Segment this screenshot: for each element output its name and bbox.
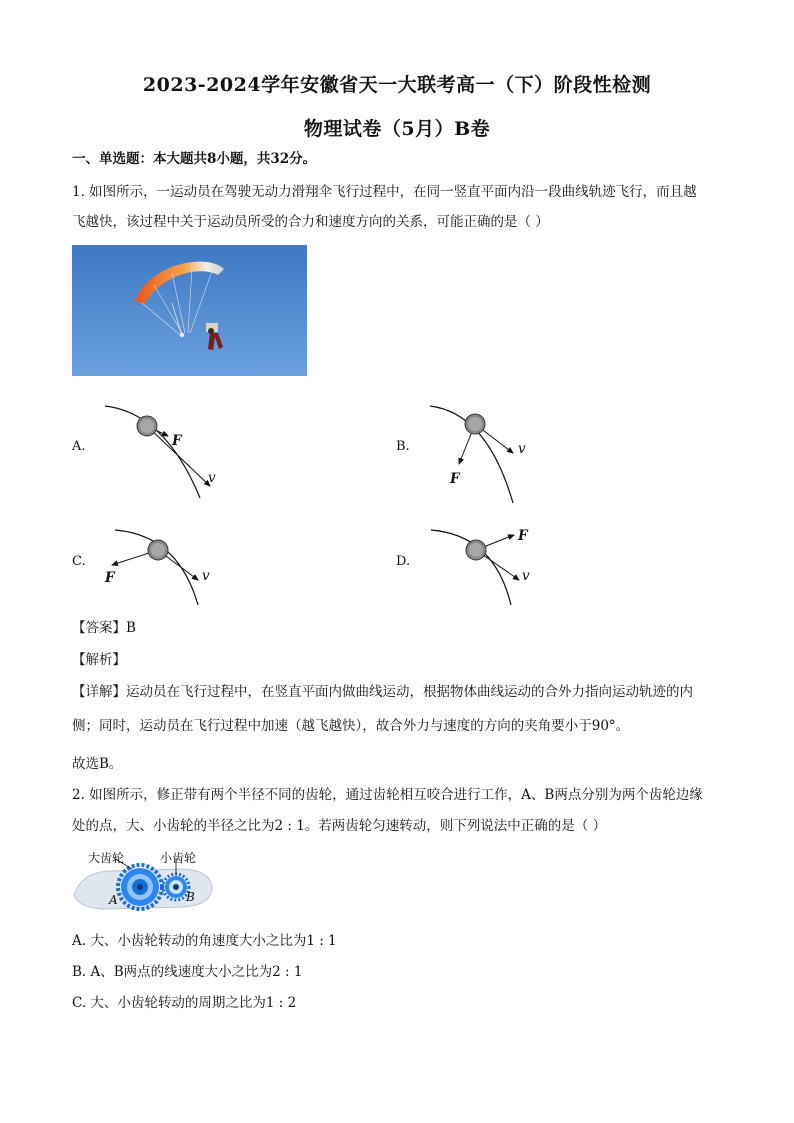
q2-stem-line1: 2. 如图所示，修正带有两个半径不同的齿轮，通过齿轮相互咬合进行工作，A、B两点分别为两个齿轮边缘 bbox=[72, 787, 703, 803]
q1-conclusion: 故选B。 bbox=[72, 756, 123, 772]
q2-option-c: C. 大、小齿轮转动的周期之比为1 : 2 bbox=[72, 995, 297, 1011]
q1-detail-line2: 侧；同时，运动员在飞行过程中加速（越飞越快），故合外力与速度的方向的夹角要小于90°。 bbox=[72, 718, 630, 734]
big-gear-label: 大齿轮 bbox=[88, 851, 125, 865]
q1-option-c-label: C. bbox=[72, 554, 86, 569]
q1-option-c-diagram bbox=[110, 525, 250, 614]
small-gear-label: 小齿轮 bbox=[160, 851, 197, 865]
point-b-label: B bbox=[186, 890, 195, 904]
detail-label: 【详解】 bbox=[72, 684, 126, 700]
q2-stem-line2: 处的点，大、小齿轮的半径之比为2 : 1。若两齿轮匀速转动，则下列说法中正确的是（ ） bbox=[72, 818, 607, 834]
q1-option-d-label: D. bbox=[396, 554, 411, 569]
q1-option-b-label: B. bbox=[396, 439, 410, 454]
detail-text: 运动员在飞行过程中，在竖直平面内做曲线运动，根据物体曲线运动的合外力指向运动轨迹的内 bbox=[126, 684, 693, 700]
q1-answer bbox=[72, 619, 136, 637]
q1-option-c-velocity-label: v bbox=[202, 568, 210, 584]
paraglider-photo bbox=[72, 245, 307, 376]
q1-option-b-velocity-label: v bbox=[518, 441, 526, 457]
q2-option-a: A. 大、小齿轮转动的角速度大小之比为1 : 1 bbox=[72, 933, 337, 949]
q1-stem-line1: 1. 如图所示，一运动员在驾驶无动力滑翔伞飞行过程中，在同一竖直平面内沿一段曲线轨迹飞行，而且越 bbox=[72, 184, 697, 200]
q1-option-d-force-label: F bbox=[518, 528, 528, 544]
point-a-label: A bbox=[109, 893, 118, 907]
exam-title: 2023-2024学年安徽省天一大联考高一（下）阶段性检测 bbox=[142, 74, 652, 96]
answer-label: 【答案】 bbox=[72, 620, 126, 636]
q1-analysis-label: 【解析】 bbox=[72, 652, 126, 668]
q1-stem-line2: 飞越快，该过程中关于运动员所受的合力和速度方向的关系，可能正确的是（ ） bbox=[72, 214, 549, 230]
q1-option-a-label: A. bbox=[72, 439, 86, 454]
answer-value: B bbox=[126, 620, 136, 636]
q1-option-d-velocity-label: v bbox=[522, 568, 530, 584]
q1-option-b-diagram bbox=[425, 398, 565, 497]
q1-option-a-force-label: F bbox=[172, 433, 182, 449]
q1-option-a-velocity-label: v bbox=[208, 470, 216, 486]
q2-option-b: B. A、B两点的线速度大小之比为2 : 1 bbox=[72, 964, 303, 980]
exam-subtitle: 物理试卷（5月）B卷 bbox=[303, 118, 491, 140]
q1-option-b-force-label: F bbox=[450, 471, 460, 487]
q1-option-d-diagram bbox=[426, 525, 566, 614]
q1-detail-line1 bbox=[72, 683, 693, 701]
section-heading: 一、单选题：本大题共8小题，共32分。 bbox=[72, 151, 317, 167]
q1-option-c-force-label: F bbox=[105, 570, 115, 586]
